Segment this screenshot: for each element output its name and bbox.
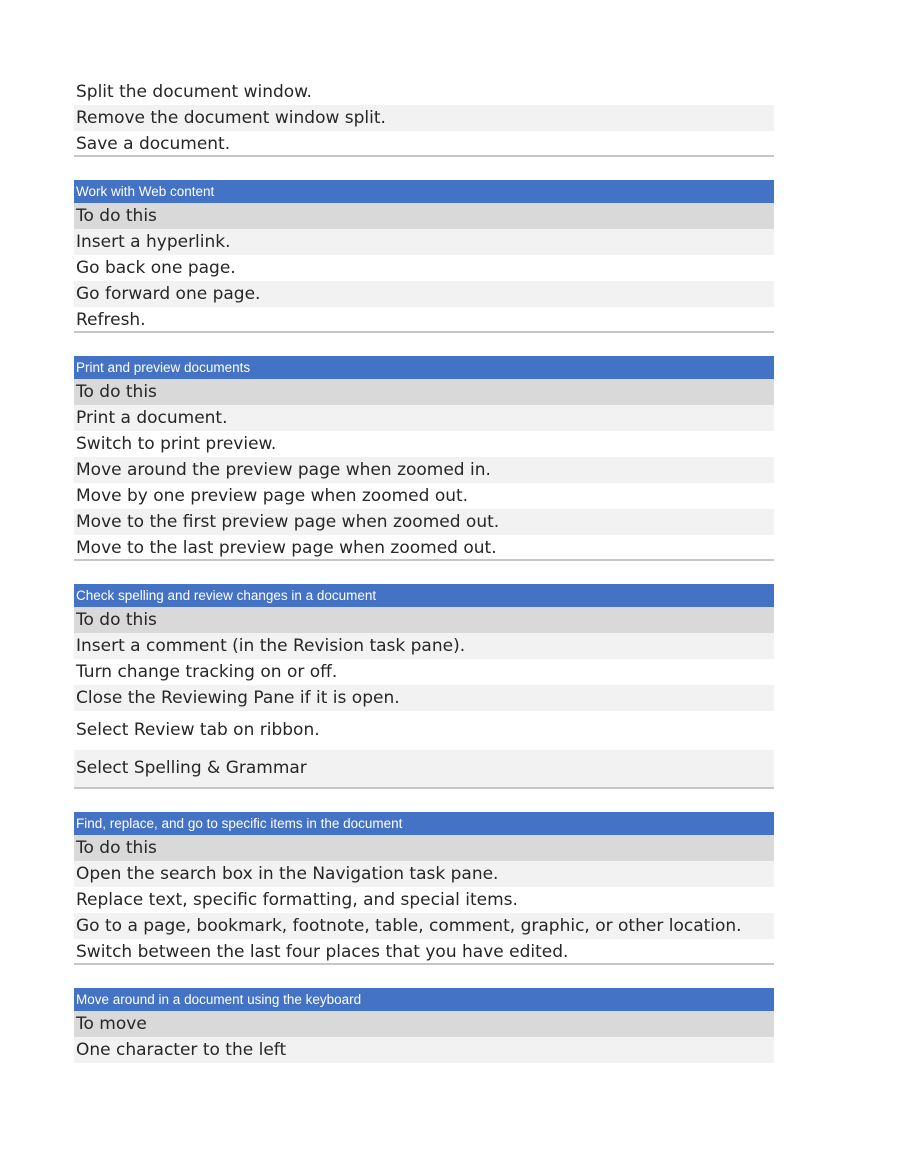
spelling-review-table bbox=[74, 584, 774, 789]
table-row: Move to the last preview page when zoomed out. bbox=[74, 535, 774, 561]
table-row: Switch between the last four places that you have edited. bbox=[74, 939, 774, 965]
table-row: Insert a hyperlink. bbox=[74, 229, 774, 255]
table-row: Remove the document window split. bbox=[74, 105, 774, 131]
table-row: Refresh. bbox=[74, 307, 774, 333]
section-title: Move around in a document using the keyboard bbox=[74, 988, 774, 1011]
find-replace-table bbox=[74, 812, 774, 965]
table-row: Save a document. bbox=[74, 131, 774, 157]
table-row: Go to a page, bookmark, footnote, table, comment, graphic, or other location. bbox=[74, 913, 774, 939]
table-row: Print a document. bbox=[74, 405, 774, 431]
section-title: Work with Web content bbox=[74, 180, 774, 203]
table-row: Go forward one page. bbox=[74, 281, 774, 307]
print-preview-table bbox=[74, 356, 774, 561]
table-row: Select Review tab on ribbon. bbox=[76, 720, 320, 740]
column-header: To do this bbox=[74, 607, 774, 633]
table-row: Open the search box in the Navigation task pane. bbox=[74, 861, 774, 887]
table-row: Go back one page. bbox=[76, 258, 236, 278]
table-row: Move to the first preview page when zoomed out. bbox=[74, 509, 774, 535]
document-page bbox=[74, 79, 774, 1063]
column-header: To do this bbox=[74, 203, 774, 229]
table-row: Move by one preview page when zoomed out. bbox=[76, 486, 469, 506]
section-title: Print and preview documents bbox=[74, 356, 774, 379]
column-header: To move bbox=[74, 1011, 774, 1037]
section-title: Check spelling and review changes in a document bbox=[74, 584, 774, 607]
column-header: To do this bbox=[74, 379, 774, 405]
table-row: Turn change tracking on or off. bbox=[76, 662, 338, 682]
table-row: Insert a comment (in the Revision task pane). bbox=[74, 633, 774, 659]
web-content-table bbox=[74, 180, 774, 333]
table-row: Replace text, specific formatting, and special items. bbox=[76, 890, 518, 910]
table-row: Split the document window. bbox=[76, 82, 312, 102]
table-row: Move around the preview page when zoomed in. bbox=[74, 457, 774, 483]
table-row: One character to the left bbox=[74, 1037, 774, 1063]
table-row: Close the Reviewing Pane if it is open. bbox=[74, 685, 774, 711]
table-row: Select Spelling & Grammar bbox=[74, 750, 774, 789]
keyboard-move-table bbox=[74, 988, 774, 1063]
section-title: Find, replace, and go to specific items in the document bbox=[74, 812, 774, 835]
column-header: To do this bbox=[74, 835, 774, 861]
table-row: Switch to print preview. bbox=[76, 434, 277, 454]
window-table bbox=[74, 79, 774, 157]
